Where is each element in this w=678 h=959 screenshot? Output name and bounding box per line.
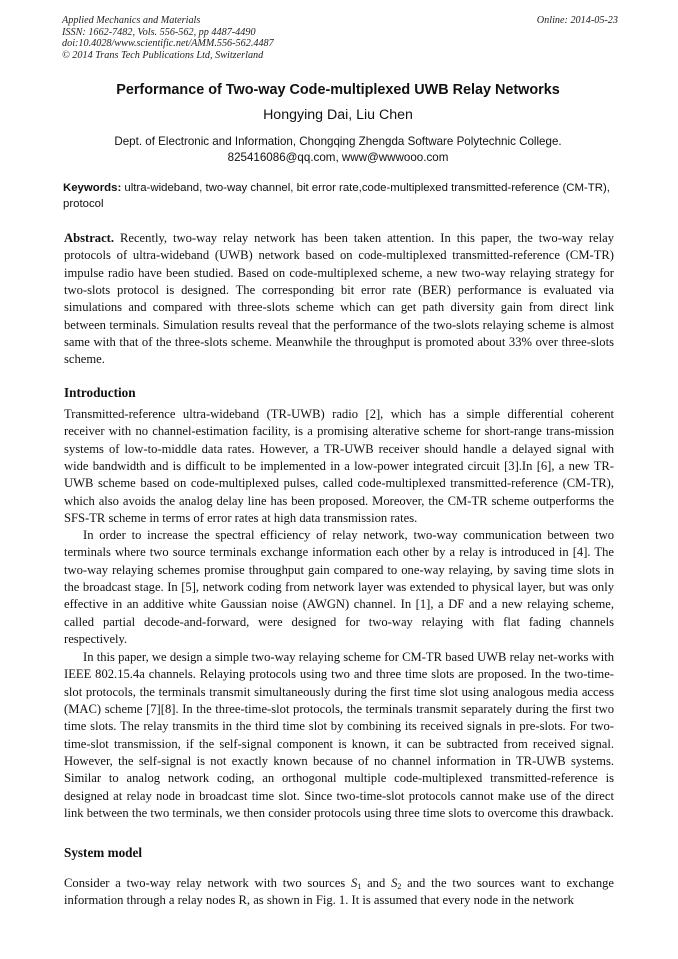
source-1-subscript: 1 (357, 882, 362, 891)
source-2-symbol: S (391, 876, 398, 890)
source-1-symbol: S (351, 876, 358, 890)
paper-authors: Hongying Dai, Liu Chen (263, 107, 413, 123)
abstract-label: Abstract. (64, 231, 115, 245)
system-model-heading: System model (64, 845, 143, 860)
intro-paragraph-3: In this paper, we design a simple two-way relaying scheme for CM-TR based UWB relay net-works with IEEE 802.15.4a channels. Relaying protocols using two and three time slots are proposed. In the two-time-slot protocols, the terminals transmit simultaneously during the first time slot using analogous media access (MAC) scheme [7][8]. In the three-time-slot protocols, the terminals transmit separately during the first two time slots. The relay transmits in the third time slot by combining its received signals in pre-slots. For two-time-slot transmission, if the self-signal component is known, it can be subtracted from received signal. However, the self-signal is not exactly known because of no channel information in TR-UWB systems. Similar to analog network coding, an orthogonal multiple code-multiplexed transmitted-reference is designed at relay node in broadcast time slot. Since two-time-slot protocols cannot make use of the direct link between the two terminals, we then consider protocols using three time slots to overcome this drawback. (64, 650, 614, 821)
introduction-heading: Introduction (64, 385, 136, 400)
sm-text-2: and (361, 876, 392, 890)
keywords-text: ultra-wideband, two-way channel, bit error rate,code-multiplexed transmitted-reference (CM-TR), protocol (63, 182, 610, 210)
affiliation-block (62, 134, 614, 165)
affiliation: Dept. of Electronic and Information, Chongqing Zhengda Software Polytechnic College. (114, 135, 562, 148)
source-2-subscript: 2 (397, 882, 402, 891)
sm-text-1: Consider a two-way relay network with two sources (64, 876, 351, 890)
keywords-label: Keywords: (63, 182, 122, 194)
author-emails[interactable]: 825416086@qq.com, www@wwwooo.com (227, 150, 449, 164)
journal-header (62, 15, 618, 61)
keywords (63, 181, 615, 212)
journal-copyright: © 2014 Trans Tech Publications Ltd, Switzerland (62, 49, 264, 61)
journal-doi[interactable]: doi:10.4028/www.scientific.net/AMM.556-562.4487 (62, 38, 274, 50)
system-model-paragraph (64, 875, 614, 910)
journal-issn: ISSN: 1662-7482, Vols. 556-562, pp 4487-4490 (62, 26, 256, 38)
intro-paragraph-1: Transmitted-reference ultra-wideband (TR-UWB) radio [2], which has a simple differential coherent receiver with no channel-estimation facility, is a promising alterative scheme for short-range trans-mission systems of low-to-middle data rates. However, a TR-UWB receiver should handle a delayed signal with wide bandwidth and is difficult to be implemented in a low-power integrated circuit [3].In [6], a new TR-UWB scheme based on code-multiplexed pulses, called code-multiplexed transmitted-reference (CM-TR), which also avoids the analog delay line has been proposed. Moreover, the CM-TR scheme outperforms the SFS-TR scheme in terms of error rates at high data transmission rates. (64, 407, 614, 526)
journal-name: Applied Mechanics and Materials (62, 15, 201, 26)
intro-paragraph-2: In order to increase the spectral efficiency of relay network, two-way communication between two terminals where two source terminals exchange information each other by a relay is introduced in [4]. The two-way relaying schemes promise throughput gain compared to one-way relaying, by saving time slots in the broadcast stage. In [5], network coding from network layer was extended to physical layer, but was only effective in an additive white Gaussian noise (AWGN) channel. In [1], a DF and a new relaying scheme, called partial decode-and-forward, were designed for two-way relaying with flat fading channels respectively. (64, 528, 614, 647)
sm-text-3: and the two sources want to exchange information through a relay nodes R, as shown in Fig. 1. It is assumed that every node in the network (64, 876, 615, 908)
paper-title: Performance of Two-way Code-multiplexed UWB Relay Networks (116, 82, 560, 98)
online-date: Online: 2014-05-23 (536, 15, 618, 26)
abstract (64, 230, 614, 369)
abstract-text: Recently, two-way relay network has been taken attention. In this paper, the two-way relay protocols of ultra-wideband (UWB) network based on code-multiplexed transmitted-reference (CM-TR) impulse radio have been studied. Based on code-multiplexed scheme, a new two-way relaying strategy for two-slots protocol is designed. The corresponding bit error rate (BER) performance is evaluated via simulations and compared with three-slots scheme which can get path diversity gain from direct link between terminals. Simulation results reveal that the performance of the two-slots relaying scheme is almost same with that of the three-slots scheme. Meanwhile the throughput is promoted about 33% over three-slots scheme. (64, 231, 614, 367)
